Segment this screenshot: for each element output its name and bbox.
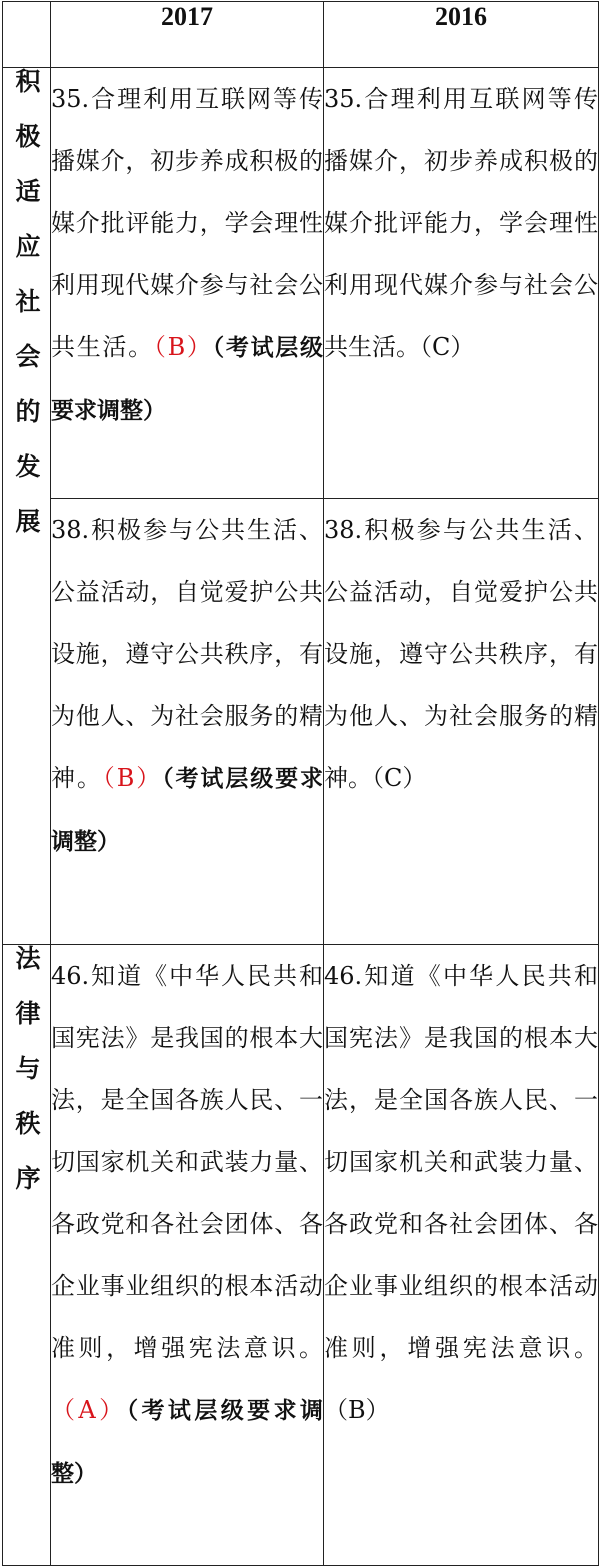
category-label: 法律与秩序 xyxy=(12,945,41,1220)
cell-2017 xyxy=(51,945,324,1566)
item-text: 46.知道《中华人民共和国宪法》是我国的根本大法，是全国各族人民、一切国家机关和武装力量、各政党和各社会团体、各企业事业组织的根本活动准则，增强宪法意识。 xyxy=(51,962,323,1362)
cell-text xyxy=(324,68,598,378)
category-label: 积极适应社会的发展 xyxy=(12,68,41,563)
level-badge: （C） xyxy=(420,333,475,361)
cell-text xyxy=(51,499,323,873)
item-text: 46.知道《中华人民共和国宪法》是我国的根本大法，是全国各族人民、一切国家机关和武装力量、各政党和各社会团体、各企业事业组织的根本活动准则，增强宪法意识。 xyxy=(324,962,598,1362)
level-badge: （C） xyxy=(372,764,427,792)
item-text: 35.合理利用互联网等传播媒介，初步养成积极的媒介批评能力，学会理性利用现代媒介参与社会公共生活。 xyxy=(324,85,598,361)
item-text: 35.合理利用互联网等传播媒介，初步养成积极的媒介批评能力，学会理性利用现代媒介参与社会公共生活。 xyxy=(51,85,323,361)
cell-text xyxy=(324,945,598,1441)
header-2017: 2017 xyxy=(51,2,324,68)
item-text: 38.积极参与公共生活、公益活动，自觉爱护公共设施，遵守公共秩序，有为他人、为社会服务的精神。 xyxy=(51,516,323,792)
adjustment-note: （考试层级要求调整） xyxy=(51,766,324,855)
level-badge: （A） xyxy=(51,1396,127,1424)
category-cell xyxy=(3,68,51,945)
cell-text xyxy=(51,945,323,1505)
comparison-table xyxy=(2,1,599,1566)
level-badge: （B） xyxy=(153,333,213,361)
adjustment-note: （考试层级要求调整） xyxy=(51,335,323,424)
cell-2017 xyxy=(51,499,324,945)
table-row xyxy=(3,68,599,499)
item-text: 38.积极参与公共生活、公益活动，自觉爱护公共设施，遵守公共秩序，有为他人、为社会服务的精神。 xyxy=(324,516,598,792)
header-row xyxy=(3,2,599,68)
cell-2016 xyxy=(324,945,599,1566)
header-2016: 2016 xyxy=(324,2,599,68)
category-cell xyxy=(3,945,51,1566)
corner-cell xyxy=(3,2,51,68)
table-row xyxy=(3,499,599,945)
level-badge: （B） xyxy=(324,1396,390,1424)
level-badge: （B） xyxy=(102,764,163,792)
table-row xyxy=(3,945,599,1566)
cell-2016 xyxy=(324,499,599,945)
cell-text xyxy=(324,499,598,809)
cell-2016 xyxy=(324,68,599,499)
cell-text xyxy=(51,68,323,442)
adjustment-note: （考试层级要求调整） xyxy=(51,1398,324,1487)
cell-2017 xyxy=(51,68,324,499)
